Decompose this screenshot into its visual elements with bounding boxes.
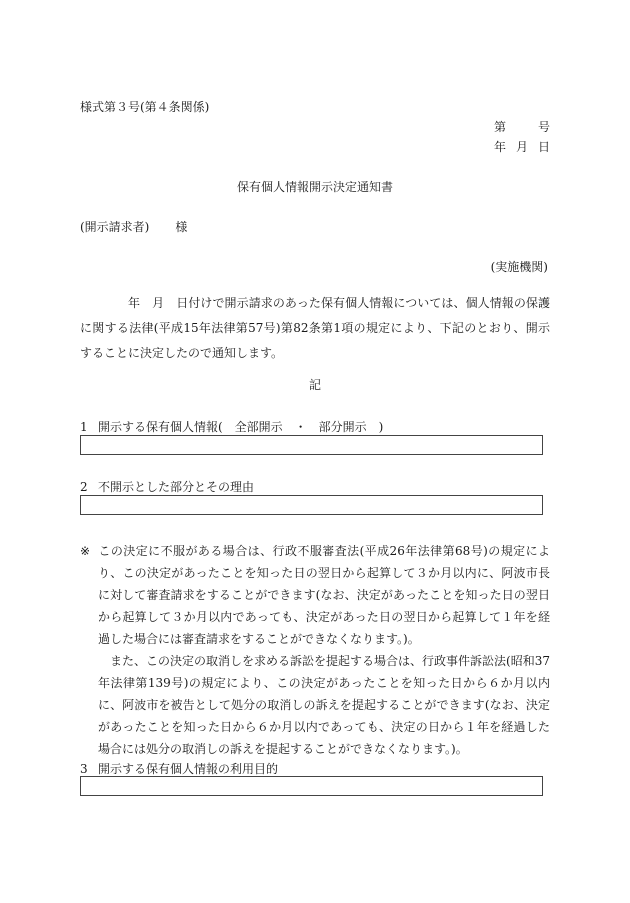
document-title: 保有個人情報開示決定通知書: [236, 180, 393, 194]
section-1-field[interactable]: [80, 435, 543, 455]
section-2-number: 2: [80, 480, 88, 494]
appeal-notice-review: [80, 540, 550, 650]
number-label-right: 号: [537, 120, 550, 134]
recipient: [80, 218, 187, 235]
form-number: 様式第３号(第４条関係): [80, 100, 210, 114]
section-1-label: [80, 418, 383, 435]
section-3-text: 開示する保有個人情報の利用目的: [98, 762, 279, 776]
document-number: [494, 118, 550, 135]
recipient-label: (開示請求者): [80, 220, 150, 234]
section-2-text: 不開示とした部分とその理由: [98, 480, 255, 494]
section-3-field[interactable]: [80, 776, 543, 796]
document-date: [494, 138, 550, 155]
note-mark: ※: [80, 544, 91, 558]
section-1-number: 1: [80, 420, 88, 434]
section-2-field[interactable]: [80, 495, 543, 515]
number-label-left: 第: [494, 120, 507, 134]
section-3-number: 3: [80, 762, 88, 776]
issuing-agency: (実施機関): [490, 260, 548, 274]
appeal-notice-review-text: この決定に不服がある場合は、行政不服審査法(平成26年法律第68号)の規定により、この決定があったことを知った日の翌日から起算して３か月以内に、阿波市長に対して審査請求をすることができます(なお、決定があったことを知った日の翌日から起算して３か月以内であっても、決定があった日の翌日から起算して１年を経過した場合には審査請求をすることができなくなります。)。: [98, 544, 550, 646]
section-2-label: [80, 478, 254, 495]
appeal-notice-lawsuit: また、この決定の取消しを求める訴訟を提起する場合は、行政事件訴訟法(昭和37年法律第139号)の規定により、この決定があったことを知った日から６か月以内に、阿波市を被告として処分の取消しの訴えを提起することができます(なお、決定があったことを知った日から６か月以内であっても、決定の日から１年を経過した場合には処分の取消しの訴えを提起することができなくなります。)。: [98, 654, 550, 756]
intro-paragraph: 年 月 日付けで開示請求のあった保有個人情報については、個人情報の保護に関する法律(平成15年法律第57号)第82条第1項の規定により、下記のとおり、開示することに決定したので通知します。: [80, 296, 550, 360]
section-1-text: 開示する保有個人情報( 全部開示 ・ 部分開示 ): [98, 420, 384, 434]
appeal-notice: [80, 540, 550, 760]
recipient-honorific: 様: [175, 220, 188, 234]
date-month-label: 月: [515, 140, 528, 154]
ki-heading: 記: [308, 378, 321, 392]
date-day-label: 日: [537, 140, 550, 154]
date-year-label: 年: [494, 140, 507, 154]
section-3-label: [80, 760, 278, 777]
